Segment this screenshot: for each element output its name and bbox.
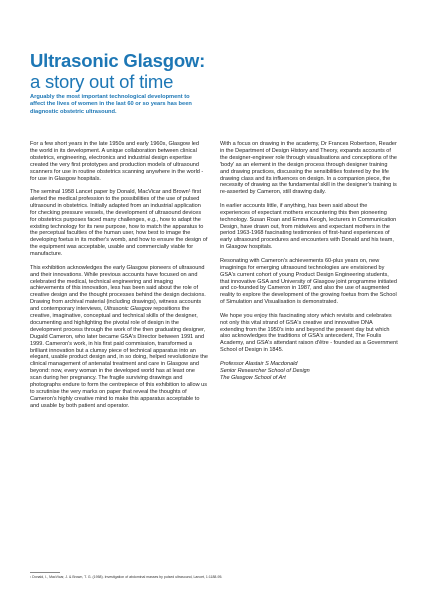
paragraph: In earlier accounts little, if anything, has been said about the experiences of expectant mothers encountering this then pioneering technology. Susan Roan and Emma Keogh, lecturers in Communication Design, have drawn out, from midwives and expectant mothers in the period 1963-1968 fascinating testimonies of first-hand experiences of early ultrasound procedures and encounters with Donald and his team, in Glasgow hospitals. — [220, 202, 397, 251]
signatory-organisation: The Glasgow School of Art — [220, 374, 286, 381]
title-line-1: Ultrasonic Glasgow: — [30, 50, 206, 71]
title-line-2: a story out of time — [30, 71, 174, 92]
intro-paragraph: Arguably the most important technological development to affect the lives of women in the last 60 or so years has been diagnostic obstetric ultrasound. — [30, 94, 192, 115]
right-column — [220, 141, 398, 381]
paragraph: We hope you enjoy this fascinating story which revisits and celebrates not only this vital strand of GSA's creative and innovative DNA extending from the 1950's into and beyond the present day but which also acknowledges the traditions of GSA's antecedent, The Foulis Academy, and GSA's attendant raison d'être - founded as a Government School of Design in 1845. — [220, 312, 398, 354]
footnote: ¹ Donald, I., MacVicar, J. & Brown, T. G. (1958). Investigation of abdominal masses by pulsed ultrasound, Lancet, 1:1188-95. — [30, 575, 223, 579]
paragraph: Resonating with Cameron's achievements 60-plus years on, new imaginings for emerging ultrasound technologies are envisioned by GSA's current cohort of young Product Design Engineering students, that innovative GSA and University of Glasgow joint programme initiated and co-founded by Cameron in 1987, and also the use of augmented reality to explore the development of the growing foetus from the School of Simulation and Visualisation is demonstrated. — [220, 257, 397, 306]
paragraph: With a focus on drawing in the academy, Dr Frances Robertson, Reader in the Department of Design History and Theory, expands accounts of the designer-engineer role through visualisations and conceptions of the 'body' as an element in the design process through designer training and drawing practices, discussing the sensibilities fostered by the life drawing class and its influences on design. In a companion piece, the necessity of drawing as the fundamental skill in the designer's training is re-asserted by Cameron, still drawing daily. — [220, 141, 397, 196]
paragraph-text: repositions the creative, imaginative, conceptual and technical skills of the designer, documenting and highlighting the pivotal role of design in the development process through the work of the then graduating designer, Dugald Cameron, who later became GSA's Director between 1991 and 1999. Cameron's work, in his first paid commission, transformed a brilliant innovation but a clumsy piece of technical apparatus into an elegant, usable product design and, in so doing, helped revolutionize the clinical management of antenatal treatment and care in Glasgow and beyond: now, every woman in the developed world has at least one scan during her pregnancy. The fragile surviving drawings and photographs endure to form the centrepiece of this exhibition to allow us to scrutinise the very marks on paper that reveal the thoughts of Cameron's highly creative mind to make this apparatus acceptable to and usable by both patient and operator. — [30, 306, 208, 409]
signatory-role: Senior Researcher School of Design — [220, 367, 310, 374]
page-title — [30, 50, 410, 92]
left-column — [30, 141, 208, 416]
paragraph: For a few short years in the late 1950s and early 1960s, Glasgow led the world in its development. A unique collaboration between clinical obstetrics, engineering, electronics and industrial design expertise created the very first prototypes and production models of ultrasound scanners for use in routine obstetrics scanning anywhere in the world - for use in Glasgow hospitals. — [30, 141, 204, 182]
paragraph: The seminal 1958 Lancet paper by Donald, MacVicar and Brown¹ first alerted the medical profession to the possibilities of the use of pulsed ultrasound in obstetrics. Initially adapted from an industrial application for checking pressure vessels, the development of ultrasound devices for obstetrics purposes faced many challenges, e.g., how to adapt the existing technology for its new purpose, how to match the apparatus to the perceptual faculties of the human user, how best to image the developing foetus in its mother's womb, and how to ensure the design of the equipment was acceptable, usable and commercially viable for manufacture. — [30, 189, 208, 258]
paragraph-text: This exhibition acknowledges the early Glasgow pioneers of ultrasound and their innovations. While previous accounts have focused on and celebrated the medical, technical engineering and imaging achievements of this innovation, less has been said about the role of creative design and the thought processes behind the design decisions. Drawing from archival material (including drawings), witness accounts and contemporary interviews, — [30, 264, 206, 313]
paragraph — [30, 265, 208, 410]
footnote-divider — [30, 572, 60, 573]
signature-block — [220, 361, 398, 382]
exhibition-title: Ultrasonic Glasgow — [104, 306, 152, 313]
signatory-name: Professor Alastair S Macdonald — [220, 360, 298, 367]
